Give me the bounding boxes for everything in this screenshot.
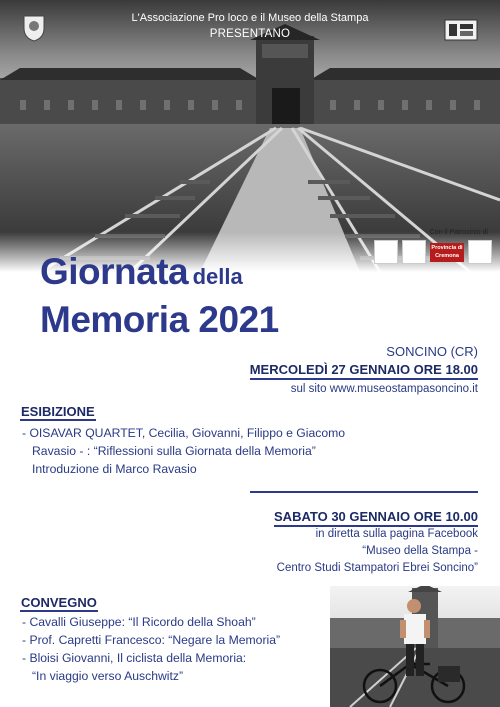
presentano-text: PRESENTANO [209, 28, 291, 40]
convegno-line: - Bloisi Giovanni, Il ciclista della Memoria: [22, 651, 247, 665]
patron-logos [374, 240, 492, 264]
event-title [40, 252, 279, 340]
convegno-body [22, 613, 280, 685]
title-word-giornata: Giornata [40, 251, 189, 292]
association-logo-icon [374, 240, 398, 264]
event1-date: MERCOLEDÌ 27 GENNAIO ORE 18.00 [250, 362, 478, 380]
esibizione-line: Introduzione di Marco Ravasio [32, 462, 197, 476]
esibizione-line: - OISAVAR QUARTET, Cecilia, Giovanni, Filippo e Giacomo [22, 426, 346, 440]
cyclist-photo [330, 586, 500, 707]
convegno-heading: CONVEGNO [21, 595, 97, 610]
title-word-della: della [192, 264, 243, 289]
railway-photo [0, 0, 500, 272]
hero-photo [0, 0, 500, 272]
esibizione-line: Ravasio - : “Riflessioni sulla Giornata della Memoria” [32, 444, 316, 458]
event2-line[interactable]: “Museo della Stampa - [362, 545, 478, 557]
event1-date-wrap [250, 361, 478, 380]
esibizione-heading: ESIBIZIONE [21, 404, 95, 419]
provincia-logo: Provincia di Cremona [430, 243, 464, 262]
title-line-memoria: Memoria 2021 [40, 299, 279, 340]
museo-stampa-logo-icon [444, 14, 478, 42]
convegno-line: - Cavalli Giuseppe: “Il Ricordo della Shoah” [22, 615, 256, 629]
event2-date-wrap [274, 508, 478, 527]
esibizione-body [22, 424, 345, 478]
comune-crest-icon [402, 240, 426, 264]
event2-date: SABATO 30 GENNAIO ORE 10.00 [274, 509, 478, 527]
patronage-label: Con il Patrocinio di [429, 229, 488, 236]
event2-line[interactable]: Centro Studi Stampatori Ebrei Soncino” [276, 562, 478, 574]
convegno-line: “In viaggio verso Auschwitz” [32, 669, 184, 683]
event2-line: in diretta sulla pagina Facebook [315, 528, 478, 540]
presenters-text: L'Associazione Pro loco e il Museo della Stampa [131, 12, 369, 24]
convegno-line: - Prof. Capretti Francesco: “Negare la Memoria” [22, 633, 281, 647]
cyclist-at-auschwitz-image [330, 586, 500, 707]
event-place: SONCINO (CR) [386, 344, 478, 359]
event1-site[interactable]: sul sito www.museostampasoncino.it [290, 383, 478, 395]
section-divider [250, 491, 478, 493]
region-crest-icon [468, 240, 492, 264]
